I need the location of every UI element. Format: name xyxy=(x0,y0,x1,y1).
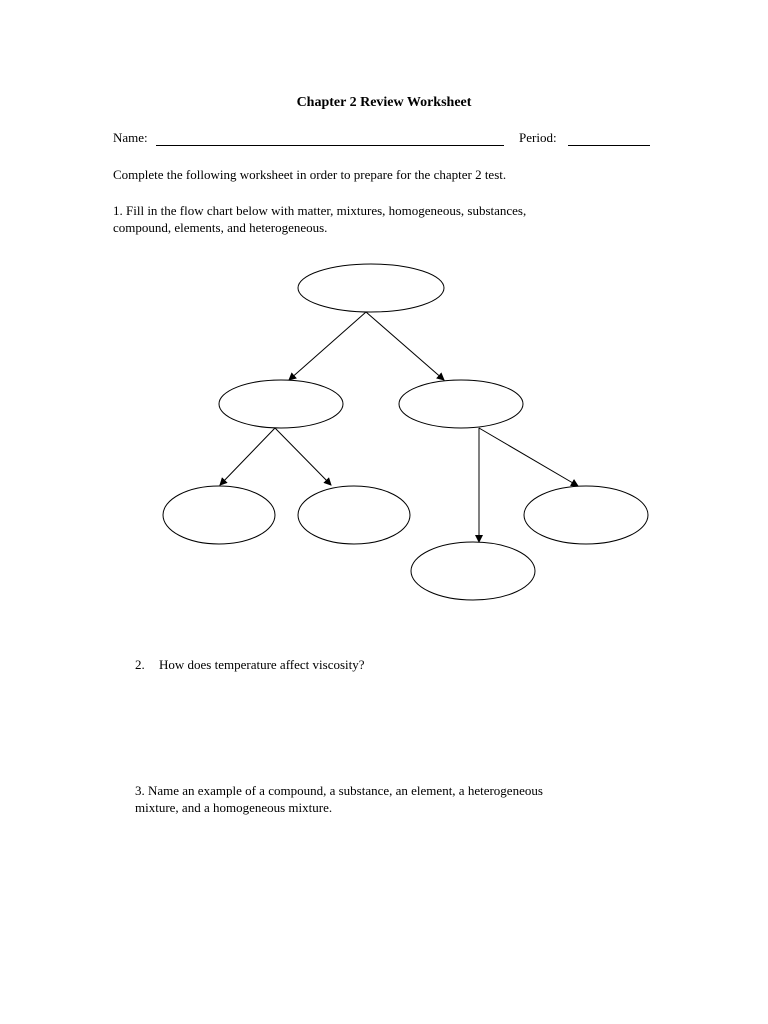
worksheet-title: Chapter 2 Review Worksheet xyxy=(296,95,472,110)
question-3-line-2: mixture, and a homogeneous mixture. xyxy=(135,800,333,815)
name-label: Name: xyxy=(113,130,148,145)
arrow-left-to-bottom-left xyxy=(220,428,275,485)
flow-node-top[interactable] xyxy=(298,264,444,312)
flow-node-left[interactable] xyxy=(219,380,343,428)
question-3 xyxy=(135,782,543,816)
question-1-line-2: compound, elements, and heterogeneous. xyxy=(113,220,328,235)
flow-node-bottom-center[interactable] xyxy=(298,486,410,544)
intro-text: Complete the following worksheet in order to prepare for the chapter 2 test. xyxy=(113,167,507,182)
flow-node-right[interactable] xyxy=(399,380,523,428)
question-3-line-1: 3. Name an example of a compound, a substance, an element, a heterogeneous xyxy=(135,783,543,798)
arrow-top-to-right xyxy=(366,312,444,380)
arrow-top-to-left xyxy=(289,312,366,380)
question-1-line-1: 1. Fill in the flow chart below with matter, mixtures, homogeneous, substances, xyxy=(113,203,527,218)
question-2-text: How does temperature affect viscosity? xyxy=(159,657,365,672)
arrow-right-to-far-right xyxy=(479,428,578,486)
period-label: Period: xyxy=(519,130,557,145)
flow-node-bottom-left[interactable] xyxy=(163,486,275,544)
flow-node-bottom-right[interactable] xyxy=(411,542,535,600)
flow-node-far-right[interactable] xyxy=(524,486,648,544)
arrow-left-to-bottom-center xyxy=(275,428,331,485)
question-2-number: 2. xyxy=(135,657,145,672)
